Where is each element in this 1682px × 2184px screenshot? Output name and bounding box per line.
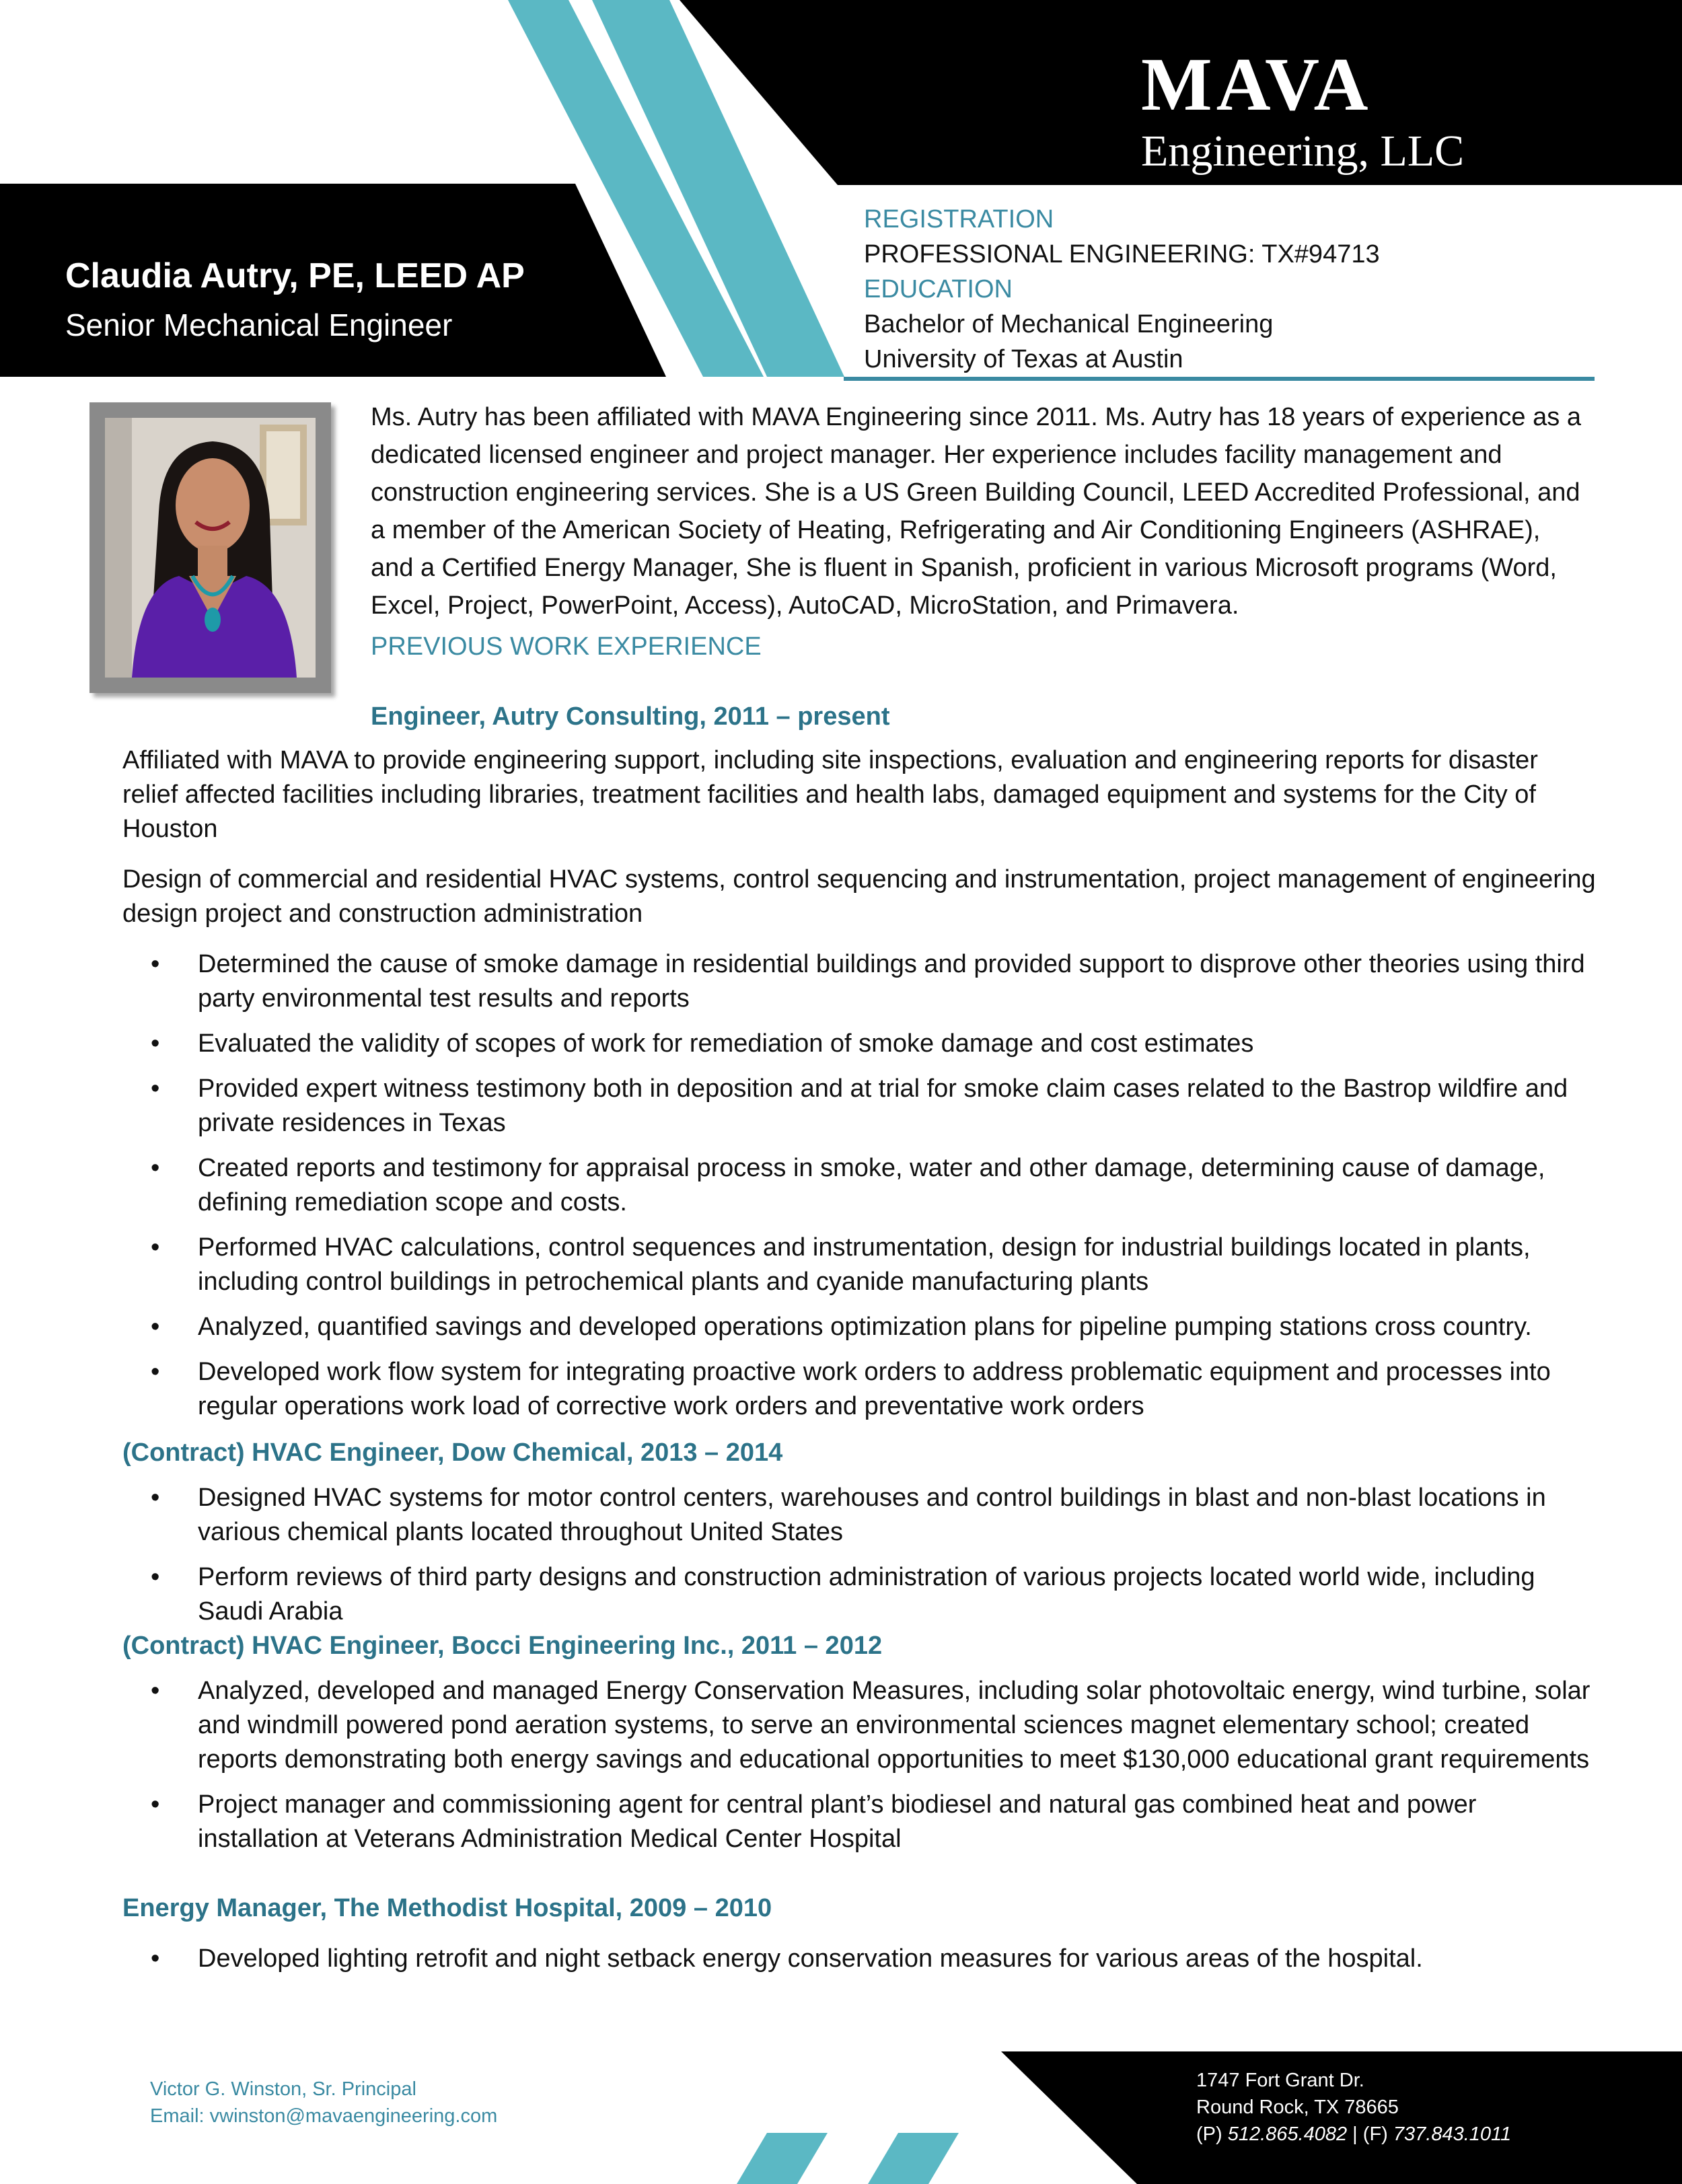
- registration-value: PROFESSIONAL ENGINEERING: TX#94713: [864, 240, 1380, 268]
- list-item: • Provided expert witness testimony both in deposition and at trial for smoke claim cases related to the Bastrop wildfire and private residences in Texas: [122, 1072, 1596, 1140]
- bullet-icon: •: [151, 1154, 160, 1182]
- bullet-icon: •: [151, 1029, 160, 1058]
- list-item: • Designed HVAC systems for motor control centers, warehouses and control buildings in blast and non-blast locations in various chemical plants located throughout United States: [122, 1481, 1596, 1550]
- list-item: • Analyzed, developed and managed Energy Conservation Measures, including solar photovoltaic energy, wind turbine, solar and windmill powered pond aeration systems, to serve an environmental sciences magnet elementary school; created reports demonstrating both energy savings and educational opportunities to meet $130,000 educational grant requirements: [122, 1674, 1596, 1777]
- job-bullet-list: [122, 1481, 1596, 1629]
- job-title: Engineer, Autry Consulting, 2011 – present: [371, 702, 890, 731]
- contact-email-line: Email: vwinston@mavaengineering.com: [150, 2105, 498, 2127]
- company-name: MAVA: [1141, 43, 1373, 126]
- bullet-icon: •: [151, 1233, 160, 1262]
- bullet-icon: •: [151, 1075, 160, 1103]
- education-degree: Bachelor of Mechanical Engineering: [864, 310, 1274, 338]
- footer-address: [1196, 2067, 1511, 2148]
- address-line1: 1747 Fort Grant Dr.: [1196, 2070, 1364, 2091]
- job-bullet-list: [122, 1942, 1596, 1976]
- bullet-icon: •: [151, 1313, 160, 1341]
- job-bullet-list: [122, 1674, 1596, 1856]
- company-subtitle: Engineering, LLC: [1141, 126, 1465, 176]
- experience-body: [122, 700, 1596, 1976]
- job-title: (Contract) HVAC Engineer, Bocci Engineering Inc., 2011 – 2012: [122, 1632, 883, 1660]
- portrait-photo: [105, 418, 316, 678]
- list-item: • Developed lighting retrofit and night setback energy conservation measures for various areas of the hospital.: [122, 1942, 1596, 1976]
- address-line2: Round Rock, TX 78665: [1196, 2097, 1399, 2118]
- list-item: • Project manager and commissioning agent for central plant’s biodiesel and natural gas combined heat and power installation at Veterans Administration Medical Center Hospital: [122, 1788, 1596, 1856]
- footer-contact: [150, 2076, 497, 2130]
- footer-teal-stripe-2: [868, 2133, 959, 2184]
- job-title: (Contract) HVAC Engineer, Dow Chemical, 2013 – 2014: [122, 1439, 783, 1467]
- bullet-icon: •: [151, 950, 160, 978]
- bullet-icon: •: [151, 1563, 160, 1591]
- credentials-divider: [844, 377, 1595, 381]
- education-school: University of Texas at Austin: [864, 345, 1183, 373]
- list-item: • Evaluated the validity of scopes of work for remediation of smoke damage and cost estimates: [122, 1027, 1596, 1061]
- bullet-icon: •: [151, 1944, 160, 1973]
- portrait-frame: [89, 402, 331, 693]
- person-title: Senior Mechanical Engineer: [65, 307, 453, 342]
- bullet-icon: •: [151, 1358, 160, 1386]
- list-item: • Created reports and testimony for appraisal process in smoke, water and other damage, determining cause of damage, defining remediation scope and costs.: [122, 1151, 1596, 1220]
- job-paragraph: Design of commercial and residential HVAC systems, control sequencing and instrumentation, project management of engineering design project and construction administration: [122, 865, 1596, 928]
- list-item: • Determined the cause of smoke damage in residential buildings and provided support to disprove other theories using third party environmental test results and reports: [122, 947, 1596, 1016]
- experience-heading: PREVIOUS WORK EXPERIENCE: [371, 632, 762, 661]
- phone-number: 512.865.4082: [1227, 2123, 1348, 2145]
- bullet-icon: •: [151, 1484, 160, 1512]
- education-heading: EDUCATION: [864, 275, 1013, 303]
- job-title: Energy Manager, The Methodist Hospital, 2009 – 2010: [122, 1894, 772, 1922]
- bio-paragraph: Ms. Autry has been affiliated with MAVA Engineering since 2011. Ms. Autry has 18 years of experience as a dedicated licensed engineer and project manager. Her experience includes facility management and construction engineering services. She is a US Green Building Council, LEED Accredited Professional, and a member of the American Society of Heating, Refrigerating and Air Conditioning Engineers (ASHRAE), and a Certified Energy Manager, She is fluent in Spanish, proficient in various Microsoft programs (Word, Excel, Project, PowerPoint, Access), AutoCAD, MicroStation, and Primavera.: [371, 403, 1581, 620]
- list-item: • Performed HVAC calculations, control sequences and instrumentation, design for industrial buildings located in plants, including control buildings in petrochemical plants and cyanide manufacturing plants: [122, 1231, 1596, 1299]
- list-item: • Analyzed, quantified savings and developed operations optimization plans for pipeline pumping stations cross country.: [122, 1310, 1596, 1344]
- fax-number: 737.843.1011: [1393, 2123, 1512, 2145]
- footer-teal-stripe-1: [737, 2133, 828, 2184]
- contact-email-link[interactable]: vwinston@mavaengineering.com: [209, 2105, 498, 2127]
- list-item: • Developed work flow system for integrating proactive work orders to address problematic equipment and processes into regular operations work load of corrective work orders and preventative work orders: [122, 1355, 1596, 1424]
- registration-heading: REGISTRATION: [864, 205, 1054, 233]
- job-paragraph: Affiliated with MAVA to provide engineering support, including site inspections, evaluation and engineering reports for disaster relief affected facilities including libraries, treatment facilities and health labs, damaged equipment and systems for the City of Houston: [122, 746, 1538, 843]
- person-name: Claudia Autry, PE, LEED AP: [65, 256, 525, 295]
- contact-name: Victor G. Winston, Sr. Principal: [150, 2078, 416, 2100]
- job-bullet-list: [122, 947, 1596, 1424]
- bullet-icon: •: [151, 1790, 160, 1819]
- credentials-block: [864, 202, 1590, 377]
- bullet-icon: •: [151, 1677, 160, 1705]
- phone-fax-line: (P) 512.865.4082 | (F) 737.843.1011: [1196, 2123, 1512, 2145]
- list-item: • Perform reviews of third party designs and construction administration of various projects located world wide, including Saudi Arabia: [122, 1560, 1596, 1629]
